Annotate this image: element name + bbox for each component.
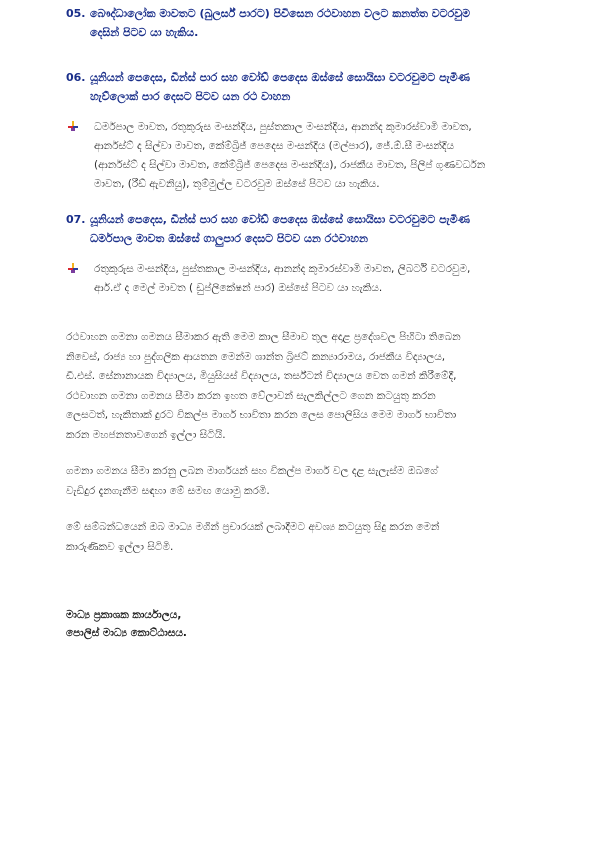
body-text-line: ලෙසටත්, හැකිතාක් දුරට විකල්ප මාර්ග භාවිතා කරන ලෙස පොලිසිය මෙම මාර්ග භාවිතා: [66, 409, 457, 421]
body-text-line: කරන මහජනතාවගෙන් ඉල්ලා සිටියි.: [66, 428, 226, 441]
section-07-heading: [66, 210, 556, 248]
body-text-line: ගමනා ගමනය සීමා කරනු ලබන මාර්ගයන් සහ විකල්ප මාර්ග වල දළ සැලැස්ම ඔබගේ: [66, 465, 438, 477]
section-heading-line: දෙසින් පිටව යා හැකිය.: [90, 26, 199, 39]
body-text-line: රථවාහන ගමනා ගමනය සීමා කරන ඉහත වේලාවන් සැලකිල්ලට ගෙන කටයුතු කරන: [66, 389, 436, 402]
colorful-bullet-icon: [68, 121, 78, 131]
body-paragraph-3: [66, 518, 556, 557]
section-number: 07.: [66, 213, 86, 226]
signature-office: මාධ්‍ය ප්‍රකාශක කාර්යාලය,: [66, 609, 182, 621]
section-heading-line: හැව්ලොක් පාර දෙසට පිටව යන රථ වාහන: [90, 90, 291, 103]
bullet-text-line: (ආර්නස්ට් ද සිල්වා මාවත, කේම්බ්‍රිජ් පෙදෙස මංසන්දිය), රාජකීය මාවත, පිලිප් ගුණවර්ධන: [94, 159, 486, 171]
section-06-heading: [66, 68, 556, 106]
body-text-line: ඩී.එස්. සේනානායක විද්‍යාලය, මියුසියස් විද්‍යාලය, තර්ස්ටන් විද්‍යාලය වෙත ගමන් කිරීමේදී,: [66, 370, 457, 382]
section-05-heading: [66, 4, 556, 42]
section-07-bullet-text: [94, 260, 554, 298]
bullet-text-line: මාවත, (රීඩ් ඇවනියු), තුම්මුල්ල වටරවුම ඔස්සේ පිටව යා හැකිය.: [94, 178, 380, 190]
bullet-text-line: රතුකුරුස මංසන්දිය, පුස්තකාල මංසන්දිය, ආනන්ද කුමාරස්වාමි මාවත, ලිබර්ටි වටරවුම,: [94, 263, 471, 275]
colorful-bullet-icon: [68, 263, 78, 273]
section-heading-line: ධර්මපාල මාවත ඔස්සේ ගාලුපාර දෙසට පිටව යන රථවාහන: [90, 232, 368, 245]
body-text-line: වැඩිදුර දැනගැනීම සඳහා මේ සමඟ යොමු කරමි.: [66, 484, 270, 497]
section-06-bullet-text: [94, 118, 554, 194]
body-paragraph-1: [66, 328, 556, 445]
signature-block: [66, 606, 366, 642]
bullet-text-line: ආර්.ඒ ද මෙල් මාවත ( ඩුප්ලිකේෂන් පාර) ඔස්සේ පිටව යා හැකිය.: [94, 282, 383, 294]
bullet-text-line: ධර්මපාල මාවත, රතුකුරුස මංසන්දිය, පුස්තකාල මංසන්දිය, ආනන්ද කුමාරස්වාමි මාවත,: [94, 121, 472, 133]
section-number: 05.: [66, 7, 86, 20]
bullet-text-line: ආර්නස්ට් ද සිල්වා මාවත, කේම්බ්‍රිජ් පෙදෙස මංසන්දිය (මල්පාර), ජේ.ඕ.සී මංසන්දිය: [94, 140, 455, 152]
section-heading-line: බෞද්ධාලෝක මාවතට (බුලර්ස් පාරට) පිවිසෙන රථවාහන වලට කනත්ත වටරවුම: [90, 7, 471, 20]
section-heading-line: යූනියන් පෙදෙස, ඩීන්ස් පාර සහ වෝඩ් පෙදෙස ඔස්සේ සොයිසා වටරවුමට පැමිණ: [90, 213, 470, 226]
body-text-line: රථවාහන ගමනා ගමනය සීමාකර ඇති මෙම කාල සීමාව තුල අදාළ ප්‍රදේශවල පිහිටා තිබෙන: [66, 331, 461, 343]
body-text-line: නිවෙස්, රාජ්‍ය හා පුද්ගලික ආයතන මෙන්ම ශාන්ත බ්‍රිජට් කන්‍යාරාමය, රාජකීය විද්‍යාලය,: [66, 350, 446, 363]
section-number: 06.: [66, 71, 86, 84]
section-heading-line: යූනියන් පෙදෙස, ඩීන්ස් පාර සහ වෝඩ් පෙදෙස ඔස්සේ සොයිසා වටරවුමට පැමිණ: [90, 71, 470, 84]
body-paragraph-2: [66, 462, 556, 501]
signature-division: පොලිස් මාධ්‍ය කොට්ඨාසය.: [66, 627, 187, 639]
body-text-line: මේ සම්බන්ධයෙන් ඔබ මාධ්‍ය මගින් ප්‍රචාරයක් ලබාදීමට අවශ්‍ය කටයුතු සිදු කරන මෙන්: [66, 521, 440, 533]
body-text-line: කාරුණිකව ඉල්ලා සිටිමි.: [66, 540, 174, 553]
